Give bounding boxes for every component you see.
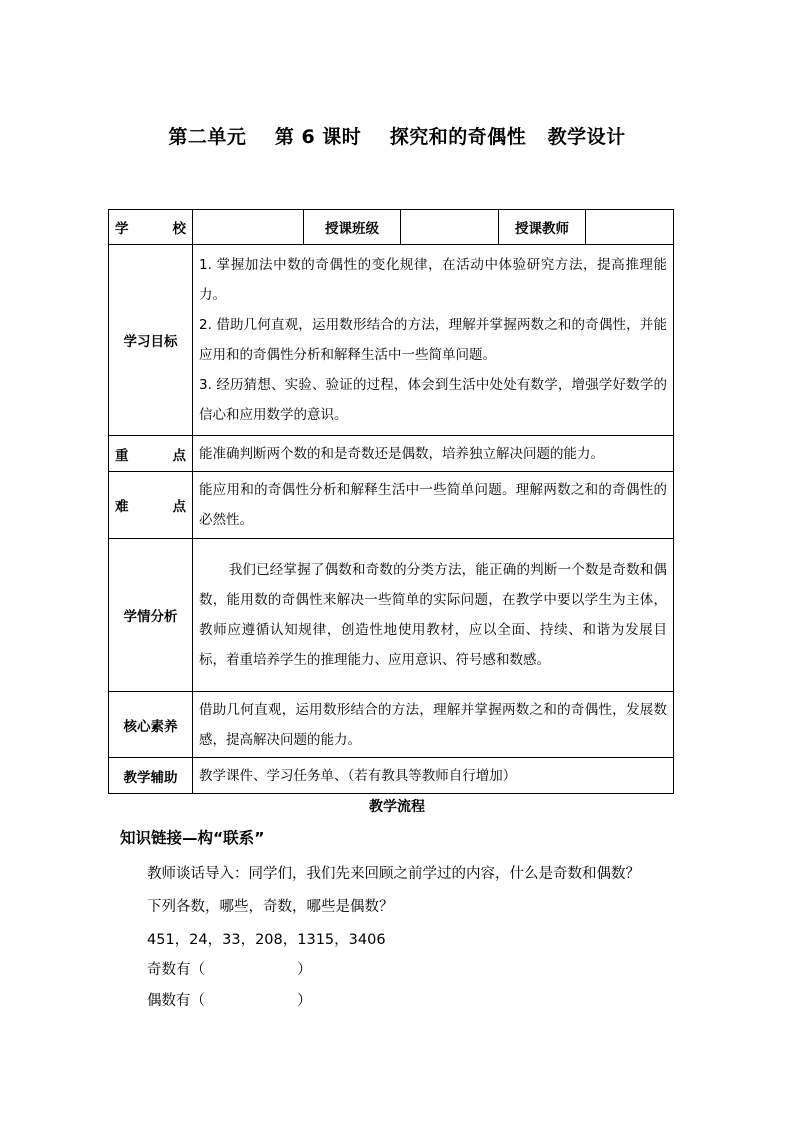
table-row (109, 758, 674, 794)
objective-item: 1. 掌握加法中数的奇偶性的变化规律，在活动中体验研究方法，提高推理能力。 (199, 257, 667, 303)
aids-label: 教学辅助 (109, 758, 193, 794)
class-label: 授课班级 (304, 210, 401, 245)
difficult-point-label: 难 点 (109, 472, 193, 539)
teacher-label: 授课教师 (499, 210, 586, 245)
school-value (193, 210, 304, 245)
table-row (109, 245, 674, 436)
difficult-point-text: 能应用和的奇偶性分析和解释生活中一些简单问题。理解两数之和的奇偶性的必然性。 (193, 472, 674, 539)
objective-item: 2. 借助几何直观，运用数形结合的方法，理解并掌握两数之和的奇偶性，并能应用和的奇偶性分析和解释生活中一些简单问题。 (199, 317, 667, 363)
question-line: 下列各数，哪些，奇数，哪些是偶数？ (147, 899, 394, 915)
table-row (109, 436, 674, 472)
odd-answer-line: 奇数有（ ） (147, 962, 312, 978)
section-heading: 知识链接—构“联系” (120, 829, 265, 847)
table-row (109, 210, 674, 245)
aids-text: 教学课件、学习任务单、（若有教具等教师自行增加） (193, 758, 674, 794)
table-row (109, 472, 674, 539)
literacy-text: 借助几何直观，运用数形结合的方法，理解并掌握两数之和的奇偶性，发展数感，提高解决问题的能力。 (193, 692, 674, 758)
analysis-label: 学情分析 (109, 539, 193, 692)
table-row (109, 539, 674, 692)
objectives-cell (193, 245, 674, 436)
intro-line: 教师谈话导入：同学们，我们先来回顾之前学过的内容，什么是奇数和偶数？ (147, 866, 640, 882)
numbers-line: 451，24，33，208，1315，3406 (147, 932, 386, 948)
teacher-value (586, 210, 674, 245)
school-label: 学 校 (109, 210, 193, 245)
key-point-text: 能准确判断两个数的和是奇数还是偶数，培养独立解决问题的能力。 (193, 436, 674, 472)
flow-title: 教学流程 (369, 799, 425, 815)
key-point-label: 重 点 (109, 436, 193, 472)
analysis-text: 我们已经掌握了偶数和奇数的分类方法，能正确的判断一个数是奇数和偶数，能用数的奇偶性来解决一些简单的实际问题，在教学中要以学生为主体，教师应遵循认知规律，创造性地使用教材，应以全面、持续、和谐为发展目标，着重培养学生的推理能力、应用意识、符号感和数感。 (193, 539, 674, 692)
even-answer-line: 偶数有（ ） (147, 993, 312, 1009)
objective-item: 3. 经历猜想、实验、验证的过程，体会到生活中处处有数学，增强学好数学的信心和应用数学的意识。 (199, 377, 667, 423)
class-value (401, 210, 499, 245)
literacy-label: 核心素养 (109, 692, 193, 758)
lesson-plan-table (108, 209, 674, 794)
objectives-label: 学习目标 (109, 245, 193, 436)
table-row (109, 692, 674, 758)
page-title: 第二单元 第 6 课时 探究和的奇偶性 教学设计 (168, 126, 626, 148)
